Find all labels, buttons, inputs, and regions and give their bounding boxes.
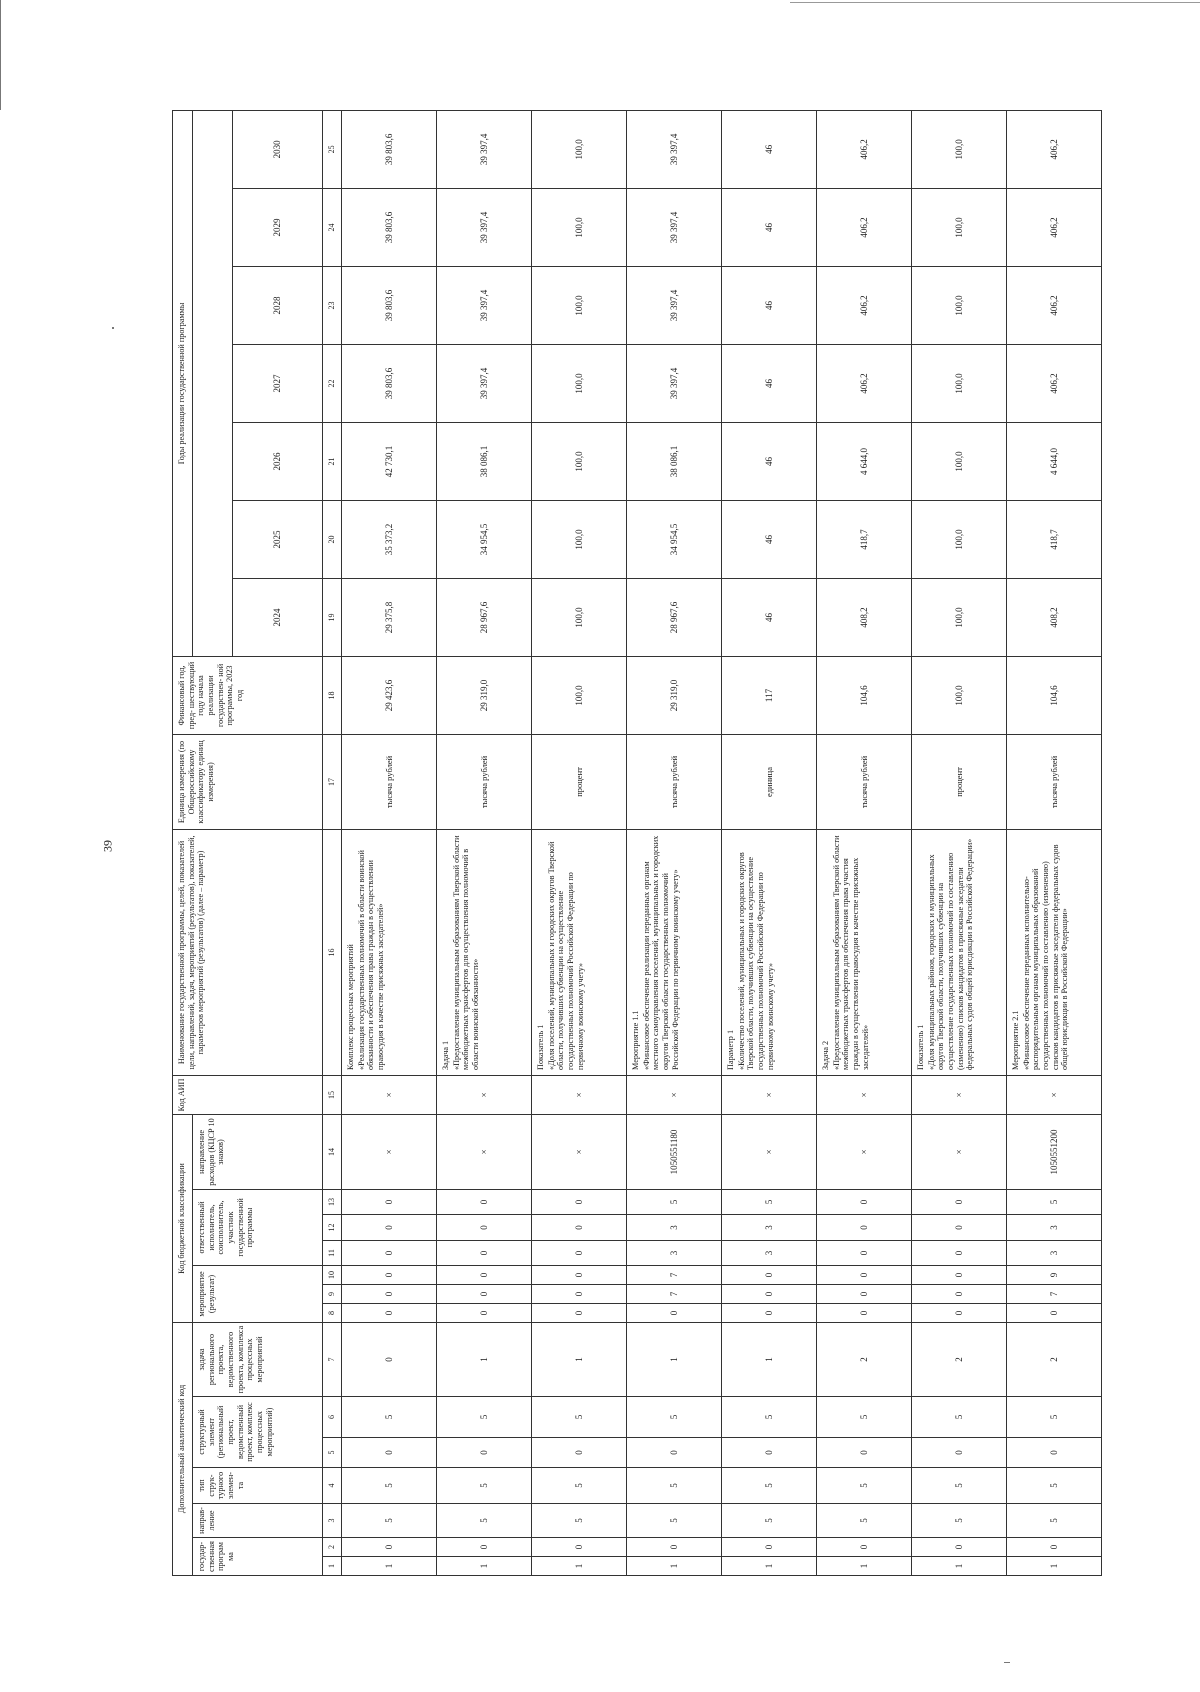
- header-name: Наименование государственной программы, целей, показателей цели, направлений, задач, мероприятий (результатов), показателей, параметров мероприятий (результатов) (далее – параметр): [173, 829, 323, 1075]
- header-expense-direction: направление расходов (КЦСР 10 знаков): [193, 1114, 323, 1189]
- code-cell: 0: [912, 1438, 1007, 1468]
- code-cell: 0: [437, 1438, 532, 1468]
- column-index: 14: [323, 1114, 342, 1189]
- code-cell: 3: [627, 1214, 722, 1240]
- code-cell: 0: [437, 1265, 532, 1284]
- code-cell: 0: [342, 1322, 437, 1396]
- year-value-2024: 100,0: [912, 578, 1007, 656]
- code-cell: 0: [342, 1265, 437, 1284]
- column-index: 3: [323, 1504, 342, 1538]
- column-index: 9: [323, 1284, 342, 1303]
- code-cell: 7: [1007, 1284, 1102, 1303]
- item-title: Показатель 1: [916, 1024, 925, 1070]
- table-row: [912, 110, 1007, 1575]
- code-cell: 5: [722, 1468, 817, 1504]
- year-value-2025: 46: [722, 500, 817, 578]
- header-direction: направ- ление: [193, 1504, 323, 1538]
- column-index: 13: [323, 1189, 342, 1214]
- year-value-2030: 39 397,4: [437, 110, 532, 188]
- code-cell: 5: [342, 1468, 437, 1504]
- year-value-2024: 408,2: [1007, 578, 1102, 656]
- code-cell: 5: [817, 1397, 912, 1438]
- year-2024: 2024: [233, 578, 323, 656]
- code-cell: 0: [532, 1240, 627, 1265]
- code-cell: 5: [722, 1397, 817, 1438]
- code-cell: 5: [627, 1468, 722, 1504]
- code-cell: 1: [627, 1557, 722, 1576]
- code-cell: 3: [1007, 1240, 1102, 1265]
- unit-cell: процент: [912, 734, 1007, 829]
- code-cell: 0: [817, 1240, 912, 1265]
- item-title: Задача 2: [821, 1040, 830, 1070]
- aip-code-cell: ×: [817, 1075, 912, 1114]
- code-cell: 0: [1007, 1303, 1102, 1322]
- base-year-value: 104,6: [817, 656, 912, 734]
- unit-cell: тысяча рублей: [437, 734, 532, 829]
- year-2025: 2025: [233, 500, 323, 578]
- year-value-2026: 38 086,1: [627, 422, 722, 500]
- item-name-cell: [437, 829, 532, 1075]
- year-value-2030: 39 803,6: [342, 110, 437, 188]
- code-cell: 1: [342, 1557, 437, 1576]
- item-description: «Финансовое обеспечение реализации переданных органам местного самоуправления поселений, муниципальных и городских округов Тверской области государственных полномочий Российской Федерации по первичному воинскому учету»: [641, 835, 680, 1070]
- code-cell: 1: [532, 1557, 627, 1576]
- code-cell: 9: [1007, 1265, 1102, 1284]
- year-value-2029: 100,0: [912, 188, 1007, 266]
- column-index: 1: [323, 1557, 342, 1576]
- code-cell: 5: [342, 1504, 437, 1538]
- code-cell: 0: [342, 1284, 437, 1303]
- item-name-cell: [342, 829, 437, 1075]
- year-value-2026: 38 086,1: [437, 422, 532, 500]
- code-cell: 0: [912, 1538, 1007, 1557]
- code-cell: 0: [437, 1189, 532, 1214]
- year-value-2029: 406,2: [1007, 188, 1102, 266]
- scan-dot: [112, 327, 114, 329]
- code-cell: 1: [437, 1557, 532, 1576]
- year-value-2026: 42 730,1: [342, 422, 437, 500]
- code-cell: 0: [437, 1214, 532, 1240]
- year-value-2029: 100,0: [532, 188, 627, 266]
- column-index: 4: [323, 1468, 342, 1504]
- header-state-program: государ- ственная программа: [193, 1538, 323, 1576]
- code-cell: 5: [1007, 1397, 1102, 1438]
- year-2027: 2027: [233, 344, 323, 422]
- year-value-2025: 35 373,2: [342, 500, 437, 578]
- expense-code-cell: ×: [342, 1114, 437, 1189]
- expense-code-cell: ×: [437, 1114, 532, 1189]
- scan-line-left: [0, 0, 1, 110]
- code-cell: 0: [342, 1240, 437, 1265]
- code-cell: 7: [627, 1284, 722, 1303]
- table-row: [1007, 110, 1102, 1575]
- code-cell: 0: [817, 1303, 912, 1322]
- code-cell: 0: [912, 1214, 1007, 1240]
- item-name-cell: [912, 829, 1007, 1075]
- code-cell: 0: [532, 1189, 627, 1214]
- code-cell: 0: [532, 1265, 627, 1284]
- aip-code-cell: ×: [532, 1075, 627, 1114]
- item-title: Задача 1: [441, 1040, 450, 1070]
- code-cell: 5: [1007, 1189, 1102, 1214]
- year-value-2029: 406,2: [817, 188, 912, 266]
- rotated-table-area: [172, 128, 1072, 1576]
- aip-code-cell: ×: [627, 1075, 722, 1114]
- code-cell: 0: [817, 1265, 912, 1284]
- year-value-2025: 100,0: [912, 500, 1007, 578]
- table-row: [532, 110, 627, 1575]
- code-cell: 3: [722, 1240, 817, 1265]
- code-cell: 5: [532, 1397, 627, 1438]
- code-cell: 5: [722, 1504, 817, 1538]
- expense-code-cell: ×: [722, 1114, 817, 1189]
- header-structure-element: структурный элемент (региональный проект, ведомственный проект, комплекс процессных мероприятий): [193, 1397, 323, 1468]
- year-value-2027: 39 397,4: [437, 344, 532, 422]
- year-value-2025: 418,7: [817, 500, 912, 578]
- year-value-2027: 39 803,6: [342, 344, 437, 422]
- code-cell: 0: [912, 1189, 1007, 1214]
- column-index: 22: [323, 344, 342, 422]
- year-value-2025: 418,7: [1007, 500, 1102, 578]
- year-value-2026: 100,0: [532, 422, 627, 500]
- code-cell: 0: [532, 1438, 627, 1468]
- item-description: «Доля муниципальных районов, городских и муниципальных округов Тверской области, получивших субвенции на осуществление государственных полномочий по составлению (изменению) списков кандидатов в присяжные заседатели федеральных судов общей юрисдикции в Российской Федерации»: [926, 838, 975, 1070]
- code-cell: 0: [627, 1303, 722, 1322]
- year-value-2030: 46: [722, 110, 817, 188]
- code-cell: 5: [532, 1468, 627, 1504]
- code-cell: 5: [722, 1189, 817, 1214]
- column-index: 2: [323, 1538, 342, 1557]
- item-description: «Предоставление муниципальным образованиям Тверской области межбюджетных трансфертов для обеспечения права участия граждан в осуществлении правосудия в качестве присяжных заседателей»: [831, 835, 870, 1070]
- code-cell: 0: [437, 1303, 532, 1322]
- year-value-2027: 100,0: [912, 344, 1007, 422]
- code-cell: 1: [532, 1322, 627, 1396]
- code-cell: 0: [817, 1538, 912, 1557]
- code-cell: 5: [627, 1189, 722, 1214]
- unit-cell: тысяча рублей: [817, 734, 912, 829]
- header-fin-year: Финансовый год, пред- шествующий году начала реализации государствен- ной программы, 2023 год: [173, 656, 323, 734]
- code-cell: 0: [722, 1303, 817, 1322]
- column-index: 18: [323, 656, 342, 734]
- year-value-2028: 406,2: [817, 266, 912, 344]
- code-cell: 0: [342, 1438, 437, 1468]
- code-cell: 5: [912, 1468, 1007, 1504]
- aip-code-cell: ×: [1007, 1075, 1102, 1114]
- table-row: [437, 110, 532, 1575]
- year-2028: 2028: [233, 266, 323, 344]
- year-value-2030: 406,2: [1007, 110, 1102, 188]
- column-index: 20: [323, 500, 342, 578]
- header-task: задача регионального проекта, ведомственного проекта, комплекса процессных мероприятий: [193, 1322, 323, 1396]
- table-row: [627, 110, 722, 1575]
- code-cell: 0: [722, 1538, 817, 1557]
- year-value-2025: 100,0: [532, 500, 627, 578]
- expense-code-cell: 1050551180: [627, 1114, 722, 1189]
- year-value-2028: 46: [722, 266, 817, 344]
- code-cell: 2: [817, 1322, 912, 1396]
- code-cell: 1: [817, 1557, 912, 1576]
- base-year-value: 100,0: [532, 656, 627, 734]
- code-cell: 0: [722, 1438, 817, 1468]
- code-cell: 2: [912, 1322, 1007, 1396]
- expense-code-cell: 1050551200: [1007, 1114, 1102, 1189]
- base-year-value: 29 319,0: [437, 656, 532, 734]
- year-value-2027: 406,2: [817, 344, 912, 422]
- year-value-2028: 100,0: [532, 266, 627, 344]
- year-value-2030: 100,0: [912, 110, 1007, 188]
- year-value-2024: 46: [722, 578, 817, 656]
- year-value-2027: 39 397,4: [627, 344, 722, 422]
- column-index: 8: [323, 1303, 342, 1322]
- item-title: Показатель 1: [536, 1024, 545, 1070]
- code-cell: 5: [437, 1397, 532, 1438]
- item-title: Мероприятие 1.1: [631, 1010, 640, 1070]
- code-cell: 1: [722, 1557, 817, 1576]
- code-cell: 0: [817, 1284, 912, 1303]
- year-value-2028: 39 397,4: [627, 266, 722, 344]
- year-value-2029: 39 397,4: [437, 188, 532, 266]
- table-rotator: [172, 128, 1072, 1576]
- base-year-value: 29 319,0: [627, 656, 722, 734]
- year-2026: 2026: [233, 422, 323, 500]
- code-cell: 0: [1007, 1438, 1102, 1468]
- code-cell: 5: [437, 1504, 532, 1538]
- column-index: 24: [323, 188, 342, 266]
- table-row: [817, 110, 912, 1575]
- code-cell: 0: [817, 1438, 912, 1468]
- code-cell: 0: [532, 1214, 627, 1240]
- year-value-2026: 4 644,0: [817, 422, 912, 500]
- header-years-spacer: [193, 110, 233, 656]
- year-value-2028: 100,0: [912, 266, 1007, 344]
- expense-code-cell: ×: [912, 1114, 1007, 1189]
- code-cell: 0: [342, 1189, 437, 1214]
- aip-code-cell: ×: [437, 1075, 532, 1114]
- header-event: мероприятие (результат): [193, 1265, 323, 1322]
- column-index: 6: [323, 1397, 342, 1438]
- item-name-cell: [627, 829, 722, 1075]
- code-cell: 7: [627, 1265, 722, 1284]
- code-cell: 5: [817, 1504, 912, 1538]
- year-value-2026: 100,0: [912, 422, 1007, 500]
- code-cell: 5: [627, 1504, 722, 1538]
- year-value-2025: 34 954,5: [437, 500, 532, 578]
- code-cell: 0: [1007, 1538, 1102, 1557]
- table-row: [342, 110, 437, 1575]
- year-2030: 2030: [233, 110, 323, 188]
- unit-cell: тысяча рублей: [1007, 734, 1102, 829]
- item-name-cell: [817, 829, 912, 1075]
- code-cell: 1: [437, 1322, 532, 1396]
- code-cell: 1: [722, 1322, 817, 1396]
- code-cell: 0: [627, 1438, 722, 1468]
- code-cell: 5: [912, 1397, 1007, 1438]
- year-value-2029: 39 397,4: [627, 188, 722, 266]
- code-cell: 0: [437, 1284, 532, 1303]
- year-value-2024: 28 967,6: [627, 578, 722, 656]
- column-index: 15: [323, 1075, 342, 1114]
- code-cell: 5: [1007, 1504, 1102, 1538]
- code-cell: 0: [532, 1303, 627, 1322]
- header-additional-code: Дополнительный аналитический код: [173, 1322, 193, 1575]
- column-index: 17: [323, 734, 342, 829]
- code-cell: 0: [722, 1284, 817, 1303]
- base-year-value: 117: [722, 656, 817, 734]
- code-cell: 0: [722, 1265, 817, 1284]
- code-cell: 0: [532, 1538, 627, 1557]
- item-description: «Предоставление муниципальным образованиям Тверской области межбюджетных трансфертов для осуществления полномочий в области воинской обязанности»: [451, 835, 481, 1070]
- code-cell: 2: [1007, 1322, 1102, 1396]
- year-value-2024: 29 375,8: [342, 578, 437, 656]
- code-cell: 1: [912, 1557, 1007, 1576]
- year-value-2027: 100,0: [532, 344, 627, 422]
- code-cell: 5: [437, 1468, 532, 1504]
- item-description: «Количество поселений, муниципальных и городских округов Тверской области, получивших субвенции на осуществление государственных полномочий Российской Федерации по первичному воинскому учету»: [736, 852, 775, 1070]
- year-value-2024: 28 967,6: [437, 578, 532, 656]
- code-cell: 0: [912, 1265, 1007, 1284]
- code-cell: 5: [912, 1504, 1007, 1538]
- column-index-row: [323, 110, 342, 1575]
- code-cell: 0: [437, 1240, 532, 1265]
- item-title: Комплекс процессных мероприятий: [346, 944, 355, 1070]
- code-cell: 5: [627, 1397, 722, 1438]
- code-cell: 5: [532, 1504, 627, 1538]
- code-cell: 0: [627, 1538, 722, 1557]
- column-index: 19: [323, 578, 342, 656]
- scan-dot: [1004, 1662, 1010, 1663]
- code-cell: 0: [817, 1189, 912, 1214]
- scan-line-top: [790, 2, 1200, 3]
- year-value-2027: 406,2: [1007, 344, 1102, 422]
- program-table: [172, 110, 1102, 1576]
- page-number: 39: [100, 840, 115, 852]
- year-value-2026: 46: [722, 422, 817, 500]
- unit-cell: единица: [722, 734, 817, 829]
- column-index: 21: [323, 422, 342, 500]
- code-cell: 1: [1007, 1557, 1102, 1576]
- item-title: Параметр 1: [726, 1029, 735, 1070]
- code-cell: 0: [817, 1214, 912, 1240]
- header-row-1: [173, 110, 193, 1575]
- code-cell: 0: [912, 1240, 1007, 1265]
- code-cell: 1: [627, 1322, 722, 1396]
- aip-code-cell: ×: [722, 1075, 817, 1114]
- header-aip-code: Код АИП: [173, 1075, 323, 1114]
- year-value-2028: 39 803,6: [342, 266, 437, 344]
- year-value-2029: 46: [722, 188, 817, 266]
- table-row: [722, 110, 817, 1575]
- column-index: 11: [323, 1240, 342, 1265]
- header-budget-code: Код бюджетной классификации: [173, 1114, 193, 1322]
- base-year-value: 29 423,6: [342, 656, 437, 734]
- year-2029: 2029: [233, 188, 323, 266]
- year-value-2025: 34 954,5: [627, 500, 722, 578]
- code-cell: 0: [342, 1538, 437, 1557]
- unit-cell: тысяча рублей: [627, 734, 722, 829]
- column-index: 5: [323, 1438, 342, 1468]
- year-value-2028: 406,2: [1007, 266, 1102, 344]
- base-year-value: 104,6: [1007, 656, 1102, 734]
- column-index: 25: [323, 110, 342, 188]
- year-value-2030: 39 397,4: [627, 110, 722, 188]
- item-title: Мероприятие 2.1: [1011, 1010, 1020, 1070]
- code-cell: 3: [722, 1214, 817, 1240]
- expense-code-cell: ×: [817, 1114, 912, 1189]
- unit-cell: тысяча рублей: [342, 734, 437, 829]
- column-index: 10: [323, 1265, 342, 1284]
- header-unit: Единица измерения (по Общероссийскому классификатору единиц измерения): [173, 734, 323, 829]
- item-description: «Доля поселений, муниципальных и городских округов Тверской области, получивших субвенции на осуществление государственных полномочий Российской Федерации по первичному воинскому учету»: [546, 841, 585, 1070]
- code-cell: 0: [912, 1303, 1007, 1322]
- year-value-2024: 100,0: [532, 578, 627, 656]
- code-cell: 0: [342, 1214, 437, 1240]
- year-value-2026: 4 644,0: [1007, 422, 1102, 500]
- year-value-2029: 39 803,6: [342, 188, 437, 266]
- item-description: «Финансовое обеспечение переданных исполнительно-распорядительным органам муниципальных образований государственных полномочий по составлению (изменению) списков кандидатов в присяжные заседатели федеральных судов общей юрисдикции в Российской Федерации»: [1021, 844, 1070, 1070]
- aip-code-cell: ×: [342, 1075, 437, 1114]
- year-value-2027: 46: [722, 344, 817, 422]
- column-index: 16: [323, 829, 342, 1075]
- code-cell: 5: [1007, 1468, 1102, 1504]
- column-index: 12: [323, 1214, 342, 1240]
- base-year-value: 100,0: [912, 656, 1007, 734]
- code-cell: 0: [532, 1284, 627, 1303]
- code-cell: 0: [437, 1538, 532, 1557]
- item-description: «Реализация государственных полномочий в области воинской обязанности и обеспечения права граждан в осуществлении правосудия в качестве присяжных заседателей»: [356, 850, 386, 1070]
- code-cell: 3: [1007, 1214, 1102, 1240]
- header-years-title: Годы реализации государственной программы: [173, 110, 193, 656]
- unit-cell: процент: [532, 734, 627, 829]
- year-value-2030: 100,0: [532, 110, 627, 188]
- year-value-2028: 39 397,4: [437, 266, 532, 344]
- code-cell: 5: [817, 1468, 912, 1504]
- header-structure-type: тип струк- турного элемен- та: [193, 1468, 323, 1504]
- column-index: 23: [323, 266, 342, 344]
- code-cell: 0: [912, 1284, 1007, 1303]
- year-value-2024: 408,2: [817, 578, 912, 656]
- item-name-cell: [722, 829, 817, 1075]
- code-cell: 0: [342, 1303, 437, 1322]
- code-cell: 5: [342, 1397, 437, 1438]
- expense-code-cell: ×: [532, 1114, 627, 1189]
- header-executor: ответственный исполнитель, соисполнитель, участник государственной программы: [193, 1189, 323, 1265]
- aip-code-cell: ×: [912, 1075, 1007, 1114]
- year-value-2030: 406,2: [817, 110, 912, 188]
- item-name-cell: [1007, 829, 1102, 1075]
- code-cell: 3: [627, 1240, 722, 1265]
- column-index: 7: [323, 1322, 342, 1396]
- item-name-cell: [532, 829, 627, 1075]
